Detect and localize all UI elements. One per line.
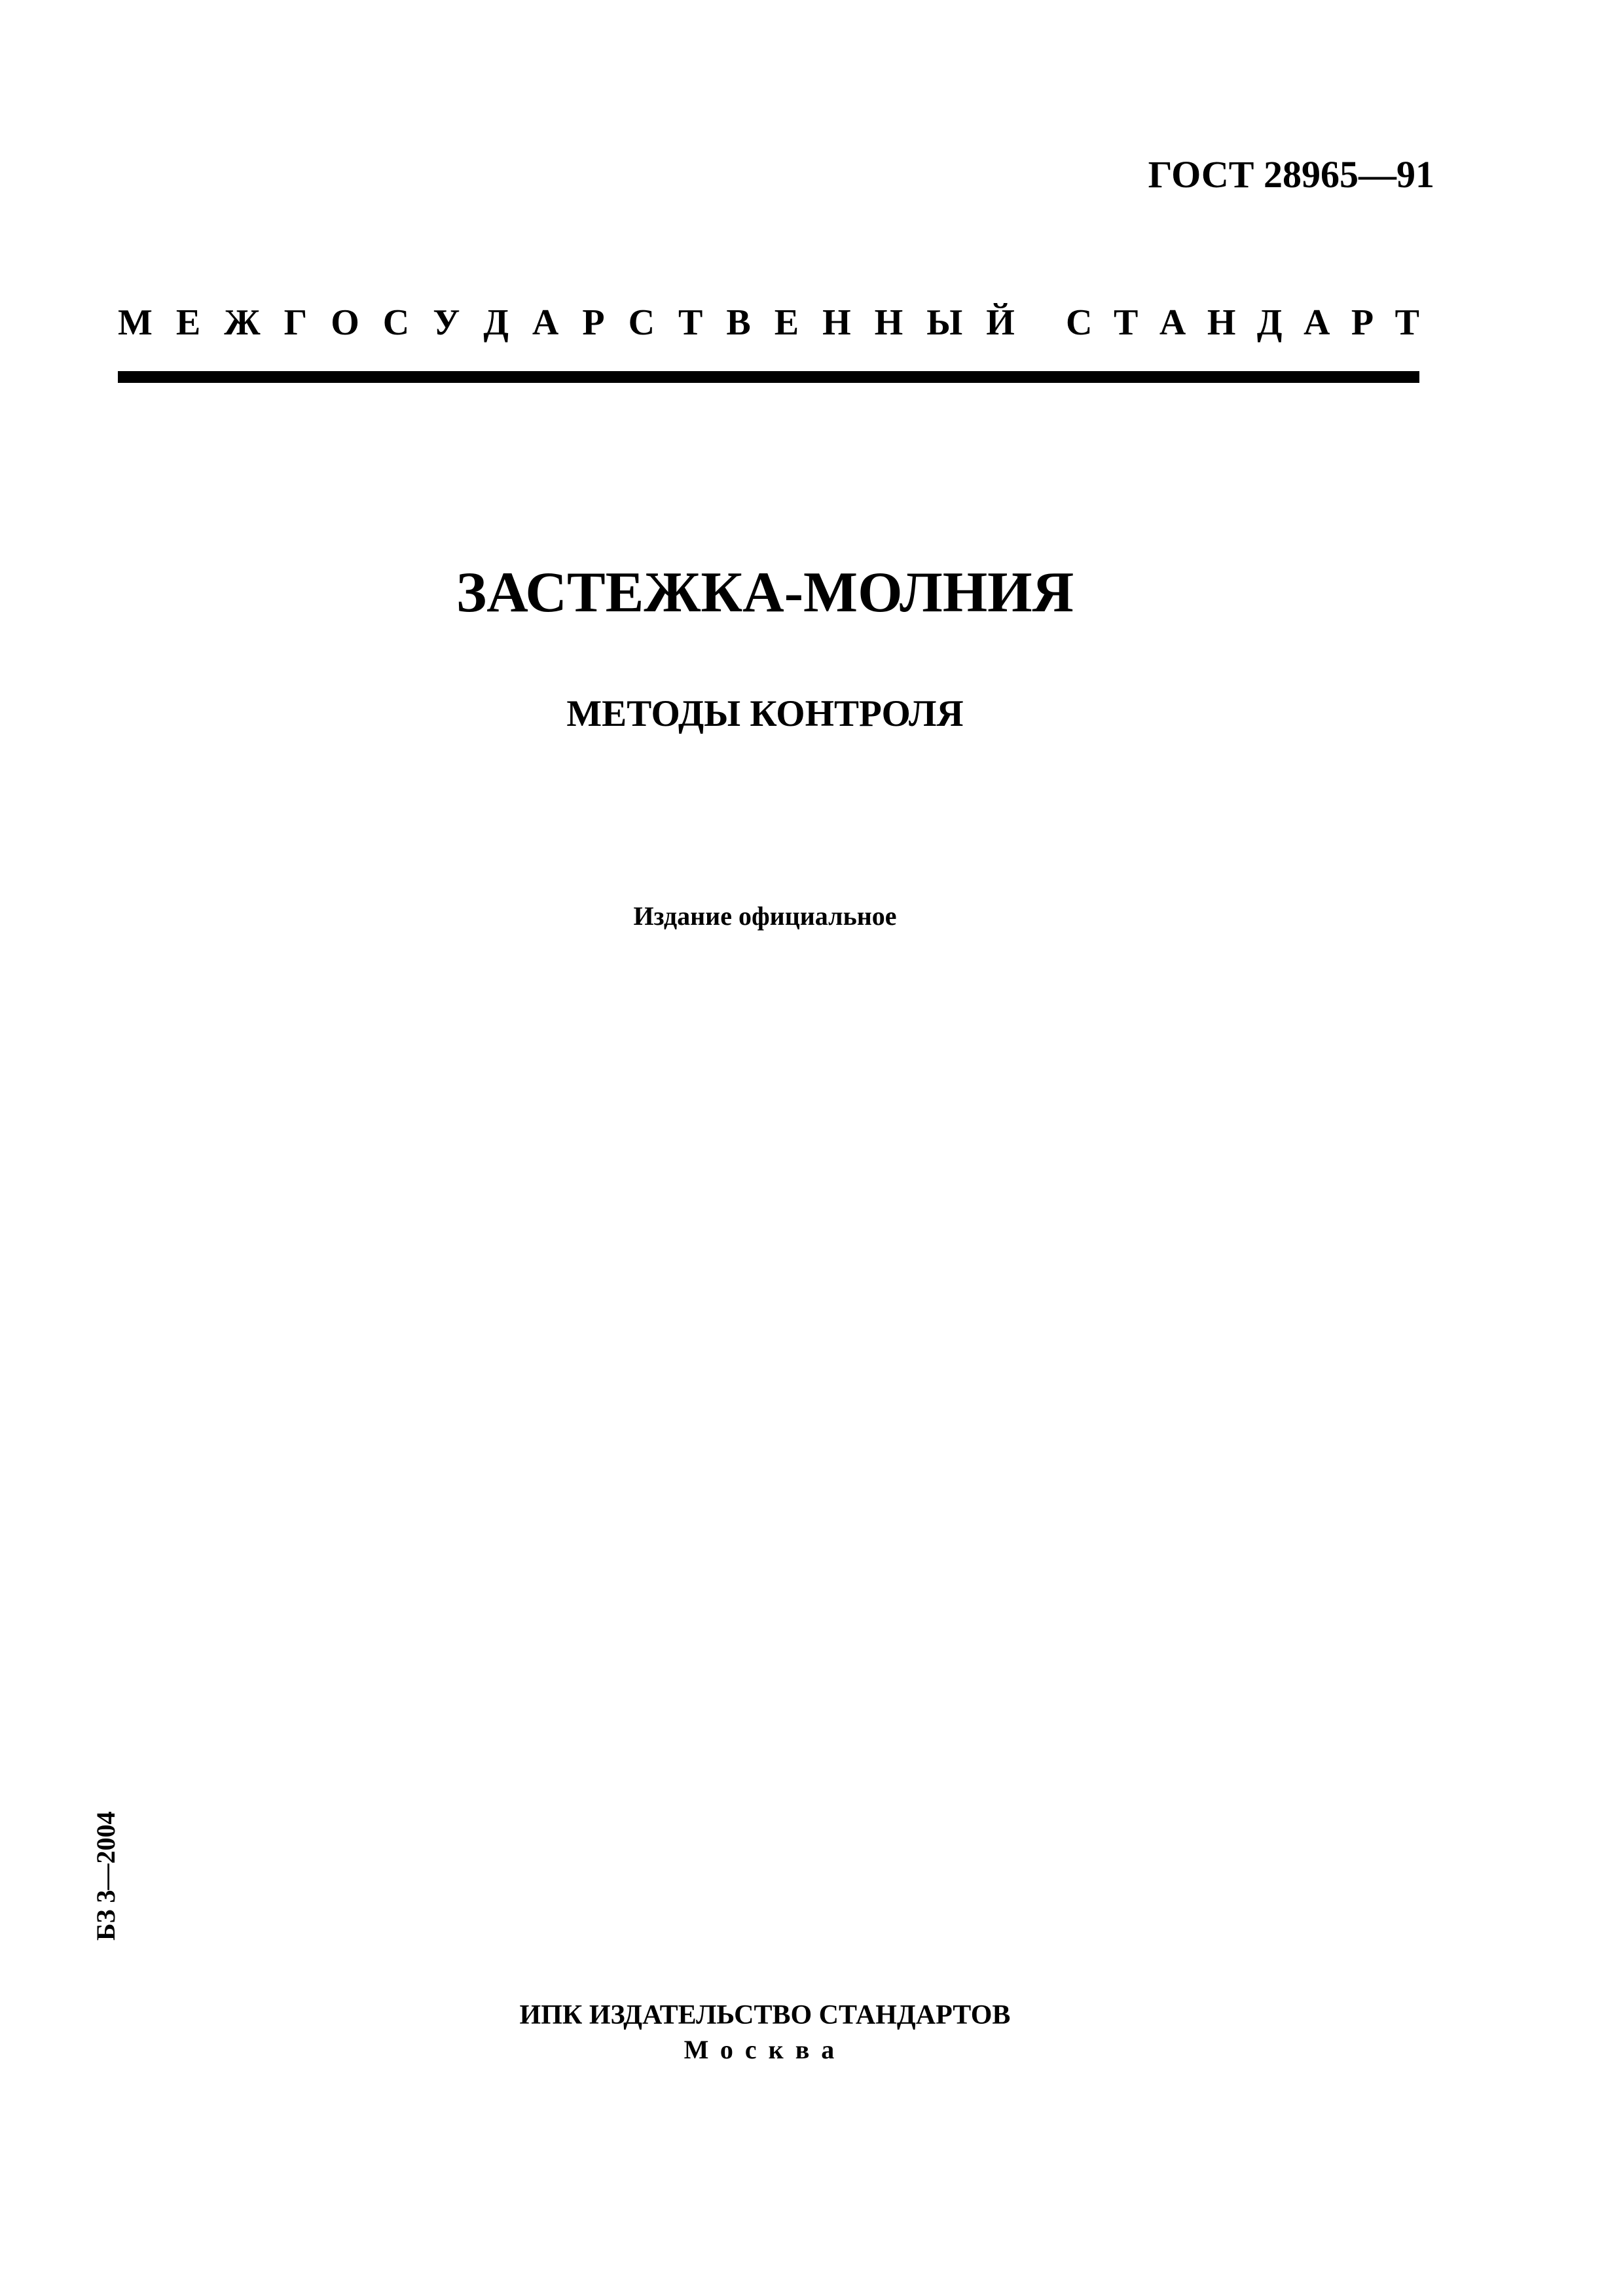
publisher-city: Москва (684, 2035, 847, 2064)
standard-type-word-standard (1066, 304, 1419, 341)
standard-type-heading (118, 304, 1419, 341)
heading-letter: С (382, 302, 410, 343)
heading-letter: А (532, 302, 559, 343)
side-print-code: БЗ 3—2004 (91, 1811, 120, 1941)
heading-letter: Й (986, 302, 1015, 343)
heading-letter: О (331, 302, 359, 343)
heading-letter: Н (1207, 302, 1236, 343)
heading-letter: Д (1256, 302, 1283, 343)
heading-letter: Р (582, 302, 605, 343)
heading-letter: С (1066, 302, 1093, 343)
heading-letter: Ы (926, 302, 963, 343)
heading-letter: Д (483, 302, 509, 343)
heading-letter: Н (874, 302, 903, 343)
publisher-name: ИПК ИЗДАТЕЛЬСТВО СТАНДАРТОВ (519, 2000, 1011, 2030)
heading-letter: Т (678, 302, 703, 343)
heading-letter: Т (1113, 302, 1139, 343)
heading-letter: Р (1351, 302, 1374, 343)
heading-letter: Т (1395, 302, 1419, 343)
heading-letter: М (118, 302, 153, 343)
heading-letter: Ж (224, 302, 261, 343)
heading-letter: А (1159, 302, 1186, 343)
heading-letter: Н (822, 302, 851, 343)
heading-letter: Г (283, 302, 308, 343)
heading-rule-divider (118, 371, 1419, 383)
heading-letter: Е (774, 302, 799, 343)
document-subtitle: МЕТОДЫ КОНТРОЛЯ (566, 693, 964, 734)
heading-letter: С (628, 302, 655, 343)
heading-letter: А (1303, 302, 1330, 343)
heading-letter: У (433, 302, 460, 343)
heading-letter: В (726, 302, 751, 343)
heading-letter: Е (175, 302, 201, 343)
standard-number: ГОСТ 28965—91 (1148, 153, 1434, 196)
edition-label: Издание официальное (633, 901, 897, 931)
standard-type-word-interstate (118, 304, 1015, 341)
document-title: ЗАСТЕЖКА-МОЛНИЯ (456, 561, 1074, 624)
